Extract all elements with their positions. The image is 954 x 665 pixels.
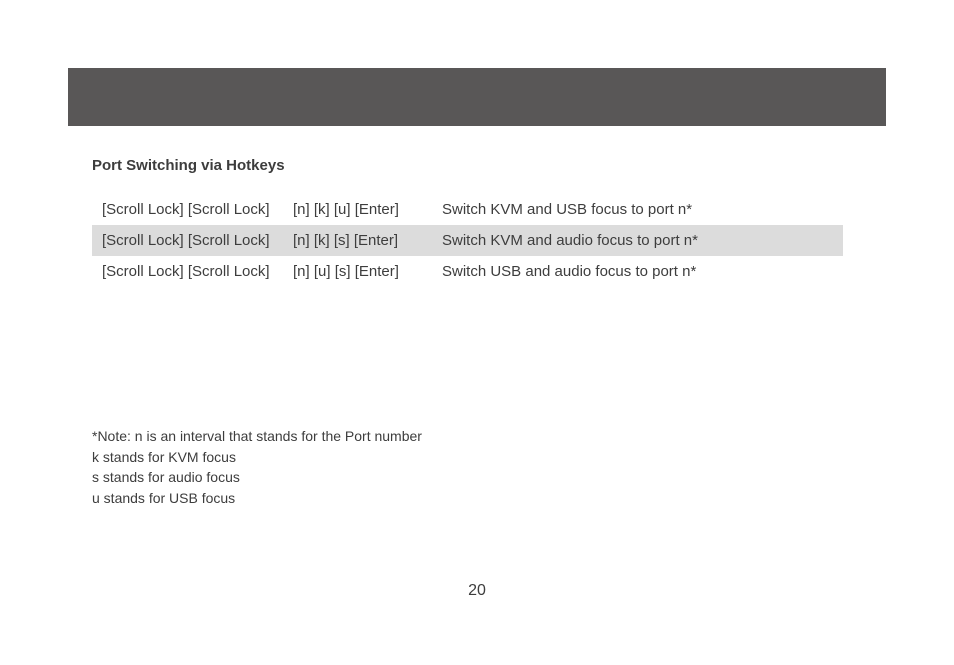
- hotkey-action: Switch USB and audio focus to port n*: [442, 263, 697, 280]
- hotkey-table: [92, 194, 843, 287]
- hotkey-action: Switch KVM and audio focus to port n*: [442, 232, 698, 249]
- footnote-line: u stands for USB focus: [92, 489, 236, 506]
- table-row: [92, 194, 843, 225]
- footnote-line: *Note: n is an interval that stands for the Port number: [92, 428, 422, 444]
- hotkey-keys: [Scroll Lock] [Scroll Lock]: [102, 232, 270, 249]
- hotkey-combo: [n] [u] [s] [Enter]: [293, 263, 399, 280]
- hotkey-keys: [Scroll Lock] [Scroll Lock]: [102, 263, 270, 280]
- hotkey-combo: [n] [k] [s] [Enter]: [293, 232, 399, 249]
- page-number: 20: [468, 582, 486, 599]
- hotkey-action: Switch KVM and USB focus to port n*: [442, 201, 693, 218]
- footnote-line: s stands for audio focus: [92, 469, 240, 485]
- hotkey-combo: [n] [k] [u] [Enter]: [293, 201, 399, 218]
- table-row: [92, 225, 843, 256]
- header-bar: [68, 68, 886, 126]
- footnote-line: k stands for KVM focus: [92, 448, 236, 465]
- table-row: [92, 256, 843, 287]
- section-title: Port Switching via Hotkeys: [92, 157, 285, 174]
- hotkey-keys: [Scroll Lock] [Scroll Lock]: [102, 201, 270, 218]
- footnotes: [92, 426, 422, 508]
